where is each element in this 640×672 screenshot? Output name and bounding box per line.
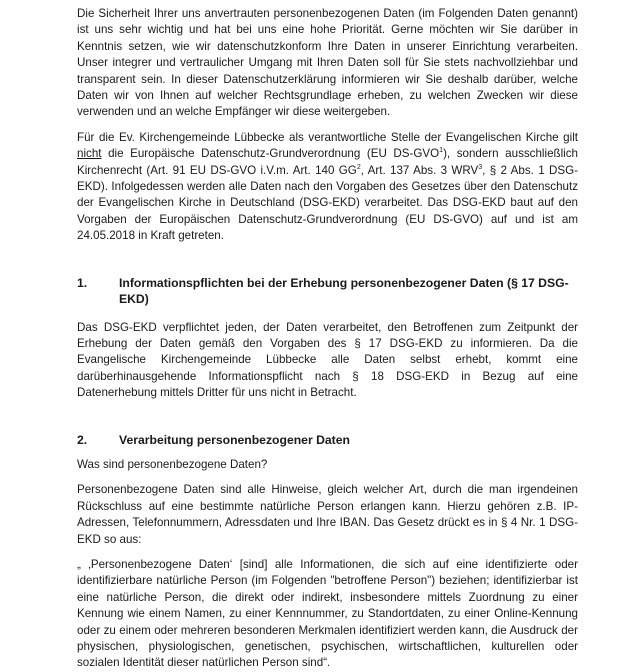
legal-basis-paragraph xyxy=(77,130,578,245)
section-1-number: 1. xyxy=(77,275,88,290)
section-2-question: Was sind personenbezogene Daten? xyxy=(77,457,268,471)
footnote-ref-1[interactable]: 1 xyxy=(439,147,444,155)
intro-paragraph: Die Sicherheit Ihrer uns anvertrauten personenbezogenen Daten (im Folgenden Daten genannt) ist uns sehr wichtig und hat bei uns eine hohe Priorität. Gerne möchten wir Sie darüber in Kenntnis setzen, wie wir datenschutzkonform Ihre Daten in unserer Einrichtung verarbeiten. Unser integrer und vertraulicher Umgang mit Ihren Daten soll für Sie stets nachvollziehbar und transparent sein. In dieser Datenschutzerklärung informieren wir Sie deshalb darüber, welche Daten wir von Ihnen auf welcher Rechtsgrundlage erheben, zu welchen Zwecken wir diese verwenden und an welche Empfänger wir diese weitergeben. xyxy=(77,7,578,119)
legal-text-2: die Europäische Datenschutz-Grundverordnung (EU DS-GVO xyxy=(101,147,440,161)
section-1-title: Informationspflichten bei der Erhebung personenbezogener Daten (§ 17 DSG-EKD) xyxy=(119,275,569,307)
footnote-ref-2[interactable]: 2 xyxy=(356,163,361,171)
legal-text-5: , § 2 Abs. 1 DSG-EKD). Infolgedessen werden alle Daten nach den Vorgaben des Gesetzes über den Datenschutz der Evangelischen Kirche in Deutschland (DSG-EKD) verarbeitet. Das DSG-EKD baut auf den Vorgaben der Europäischen Datenschutz-Grundverordnung (EU DS-GVO) auf und ist am 24.05.2018 in Kraft getreten. xyxy=(77,163,579,243)
section-2-quote: „ ‚Personenbezogene Daten‘ [sind] alle Informationen, die sich auf eine identifizierte oder identifizierbare natürliche Person (im Folgenden "betroffene Person") beziehen; identifizierbar ist eine natürliche Person, die direkt oder indirekt, insbesondere mittels Zuordnung zu einer Kennung wie einem Namen, zu einer Kennnummer, zu Standortdaten, zu einer Online-Kennung oder zu einem oder mehreren besonderen Merkmalen identifiziert werden kann, die Ausdruck der physischen, physiologischen, genetischen, psychischen, wirtschaftlichen, kulturellen oder sozialen Identität dieser natürlichen Person sind“. xyxy=(77,557,578,670)
section-2-heading xyxy=(77,432,578,448)
legal-text-4: , Art. 137 Abs. 3 WRV xyxy=(360,163,479,177)
section-2-title: Verarbeitung personenbezogener Daten xyxy=(119,432,350,447)
footnote-ref-3[interactable]: 3 xyxy=(478,163,483,171)
section-1-body: Das DSG-EKD verpflichtet jeden, der Daten verarbeitet, den Betroffenen zum Zeitpunkt der Erhebung der Daten gemäß den Vorgaben des § 17 DSG-EKD zu informieren. Da die Evangelische Kirchengemeinde Lübbecke alle Daten selbst erhebt, kommt eine darüberhinausgehende Informationspflicht nach § 18 DSG-EKD in Bezug auf eine Datenerhebung mittels Dritter für uns nicht in Betracht. xyxy=(77,320,578,400)
legal-text-1: Für die Ev. Kirchengemeinde Lübbecke als verantwortliche Stelle der Evangelischen Kirche gilt xyxy=(77,130,578,144)
legal-underlined-word: nicht xyxy=(77,147,102,161)
legal-text-3: ), sondern ausschließlich Kirchenrecht (Art. 91 EU DS-GVO i.V.m. Art. 140 GG xyxy=(77,147,578,177)
section-2-number: 2. xyxy=(77,432,88,447)
section-2-body: Personenbezogene Daten sind alle Hinweise, gleich welcher Art, durch die man irgendeinen Rückschluss auf eine bestimmte natürliche Person erlangen kann. Hierzu gehören z.B. IP-Adressen, Telefonnummern, Adressdaten und Ihre IBAN. Das Gesetz drückt es in § 4 Nr. 1 DSG-EKD so aus: xyxy=(77,483,578,546)
section-1-heading xyxy=(77,275,578,308)
